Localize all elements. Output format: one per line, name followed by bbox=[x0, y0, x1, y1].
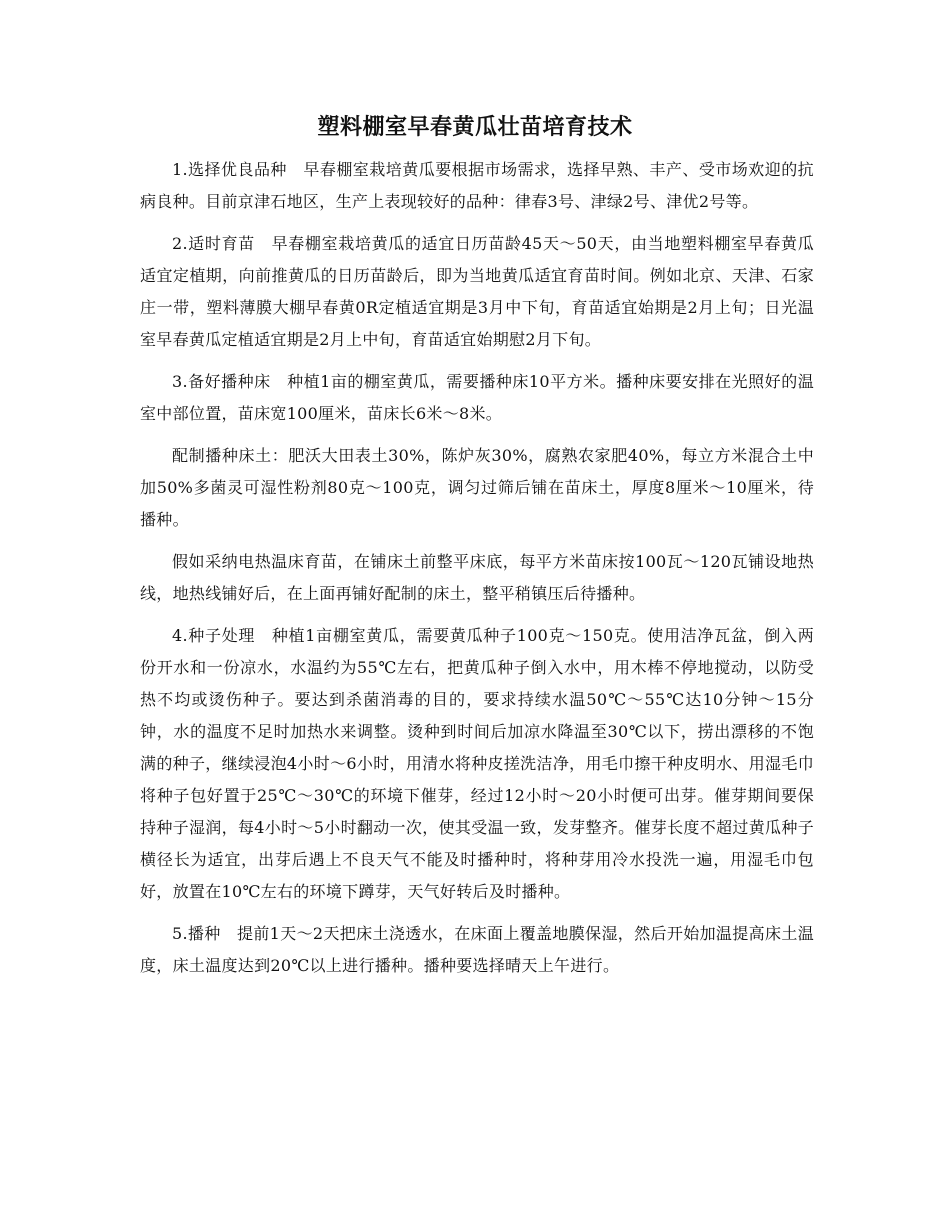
paragraph-variety-selection: 1.选择优良品种 早春棚室栽培黄瓜要根据市场需求，选择早熟、丰产、受市场欢迎的抗病良种。目前京津石地区，生产上表现较好的品种：律春3号、津绿2号、津优2号等。 bbox=[140, 160, 814, 211]
paragraph-seedbed-preparation: 3.备好播种床 种植1亩的棚室黄瓜，需要播种床10平方米。播种床要安排在光照好的温室中部位置，苗床宽100厘米，苗床长6米～8米。 bbox=[140, 372, 814, 423]
paragraph-electric-hotbed: 假如采纳电热温床育苗，在铺床土前整平床底，每平方米苗床按100瓦～120瓦铺设地热线，地热线铺好后，在上面再铺好配制的床土，整平稍镇压后待播种。 bbox=[140, 552, 814, 603]
document-body bbox=[140, 154, 814, 992]
paragraph-seed-treatment: 4.种子处理 种植1亩棚室黄瓜，需要黄瓜种子100克～150克。使用洁净瓦盆，倒入两份开水和一份凉水，水温约为55℃左右，把黄瓜种子倒入水中，用木棒不停地搅动，以防受热不均或烫伤种子。要达到杀菌消毒的目的，要求持续水温50℃～55℃达10分钟～15分钟，水的温度不足时加热水来调整。烫种到时间后加凉水降温至30℃以下，捞出漂移的不饱满的种子，继续浸泡4小时～6小时，用清水将种皮搓洗洁净，用毛巾擦干种皮明水、用湿毛巾将种子包好置于25℃～30℃的环境下催芽，经过12小时～20小时便可出芽。催芽期间要保持种子湿润，每4小时～5小时翻动一次，使其受温一致，发芽整齐。催芽长度不超过黄瓜种子横径长为适宜，出芽后遇上不良天气不能及时播种时，将种芽用冷水投洗一遍，用湿毛巾包好，放置在10℃左右的环境下蹲芽，天气好转后及时播种。 bbox=[140, 626, 814, 901]
paragraph-seedling-timing: 2.适时育苗 早春棚室栽培黄瓜的适宜日历苗龄45天～50天，由当地塑料棚室早春黄瓜适宜定植期，向前推黄瓜的日历苗龄后，即为当地黄瓜适宜育苗时间。例如北京、天津、石家庄一带，塑料薄膜大棚早春黄0R定植适宜期是3月中下旬，育苗适宜始期是2月上旬；日光温室早春黄瓜定植适宜期是2月上中旬，育苗适宜始期慰2月下旬。 bbox=[140, 234, 814, 349]
document-title: 塑料棚室早春黄瓜壮苗培育技术 bbox=[317, 115, 633, 140]
paragraph-bed-soil-mix: 配制播种床土：肥沃大田表土30%，陈炉灰30%，腐熟农家肥40%，每立方米混合土中加50%多菌灵可湿性粉剂80克～100克，调匀过筛后铺在苗床土，厚度8厘米～10厘米，待播种。 bbox=[140, 446, 814, 529]
paragraph-sowing: 5.播种 提前1天～2天把床土浇透水，在床面上覆盖地膜保湿，然后开始加温提高床土温度，床土温度达到20℃以上进行播种。播种要选择晴天上午进行。 bbox=[140, 924, 814, 975]
